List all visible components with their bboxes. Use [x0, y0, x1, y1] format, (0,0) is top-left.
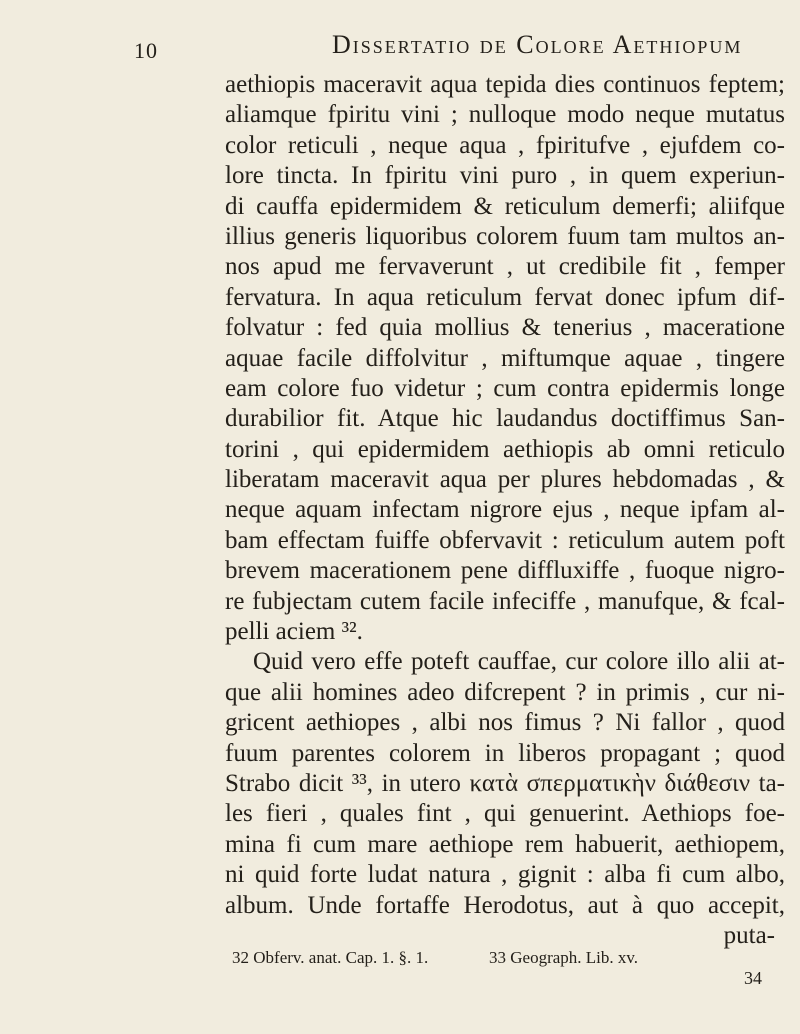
text-line: Quid vero effe poteft cauffae, cur colore illo alii at-	[253, 648, 785, 676]
text-line: lore tincta. In fpiritu vini puro , in quem experiun-	[225, 162, 785, 190]
text-line: mina fi cum mare aethiope rem habuerit, aethiopem,	[225, 830, 785, 858]
text-line: aquae facile diffolvitur , miftumque aquae , tingere	[225, 344, 785, 372]
text-line: aethiopis maceravit aqua tepida dies continuos feptem;	[225, 71, 785, 98]
text-line: folvatur : fed quia mollius & tenerius , maceratione	[225, 314, 785, 342]
text-line: color reticuli , neque aqua , fpiritufve , ejufdem co-	[225, 131, 785, 159]
text-line: les fieri , quales fint , qui genuerint. Aethiops foe-	[225, 800, 785, 828]
text-line: illius generis liquoribus colorem fuum tam multos an-	[225, 222, 785, 250]
text-line: torini , qui epidermidem aethiopis ab omni reticulo	[225, 435, 785, 463]
text-line: aliamque fpiritu vini ; nulloque modo neque mutatus	[225, 101, 785, 129]
text-line: durabilior fit. Atque hic laudandus doctiffimus San-	[225, 405, 785, 433]
text-line: pelli aciem ³².	[225, 618, 363, 646]
body-text	[225, 70, 785, 951]
text-line: bam effectam fuiffe obfervavit : reticulum autem poft	[225, 526, 785, 554]
catchword: puta-	[723, 921, 775, 949]
footnote-33: 33 Geograph. Lib. xv.	[489, 948, 639, 967]
text-line: Strabo dicit ³³, in utero κατὰ σπερματικὴν διάθεσιν ta-	[225, 769, 785, 797]
text-line: nos apud me fervaverunt , ut credibile fit , femper	[225, 253, 785, 281]
text-line: brevem macerationem pene diffluxiffe , fuoque nigro-	[225, 557, 785, 585]
text-line: fervatura. In aqua reticulum fervat donec ipfum dif-	[225, 283, 785, 311]
text-line: album. Unde fortaffe Herodotus, aut à quo accepit,	[225, 891, 785, 919]
text-line: eam colore fuo videtur ; cum contra epidermis longe	[225, 374, 785, 402]
page-number: 10	[134, 38, 158, 63]
text-line: re fubjectam cutem facile infeciffe , manufque, & fcal-	[225, 587, 785, 615]
running-head: Dissertatio de Colore Aethiopum	[332, 30, 743, 59]
text-line: neque aquam infectam nigrore ejus , neque ipfam al-	[225, 496, 785, 524]
text-line: fuum parentes colorem in liberos propagant ; quod	[225, 739, 785, 767]
text-line: liberatam maceravit aqua per plures hebdomadas , &	[225, 466, 785, 494]
text-line: gricent aethiopes , albi nos fimus ? Ni fallor , quod	[225, 709, 785, 737]
text-line: di cauffa epidermidem & reticulum demerfi; aliifque	[225, 192, 785, 220]
signature-mark: 34	[744, 968, 762, 988]
footnote-32: 32 Obferv. anat. Cap. 1. §. 1.	[232, 948, 429, 967]
text-line: ni quid forte ludat natura , gignit : alba fi cum albo,	[225, 861, 785, 889]
text-line: que alii homines adeo difcrepent ? in primis , cur ni-	[225, 678, 785, 706]
